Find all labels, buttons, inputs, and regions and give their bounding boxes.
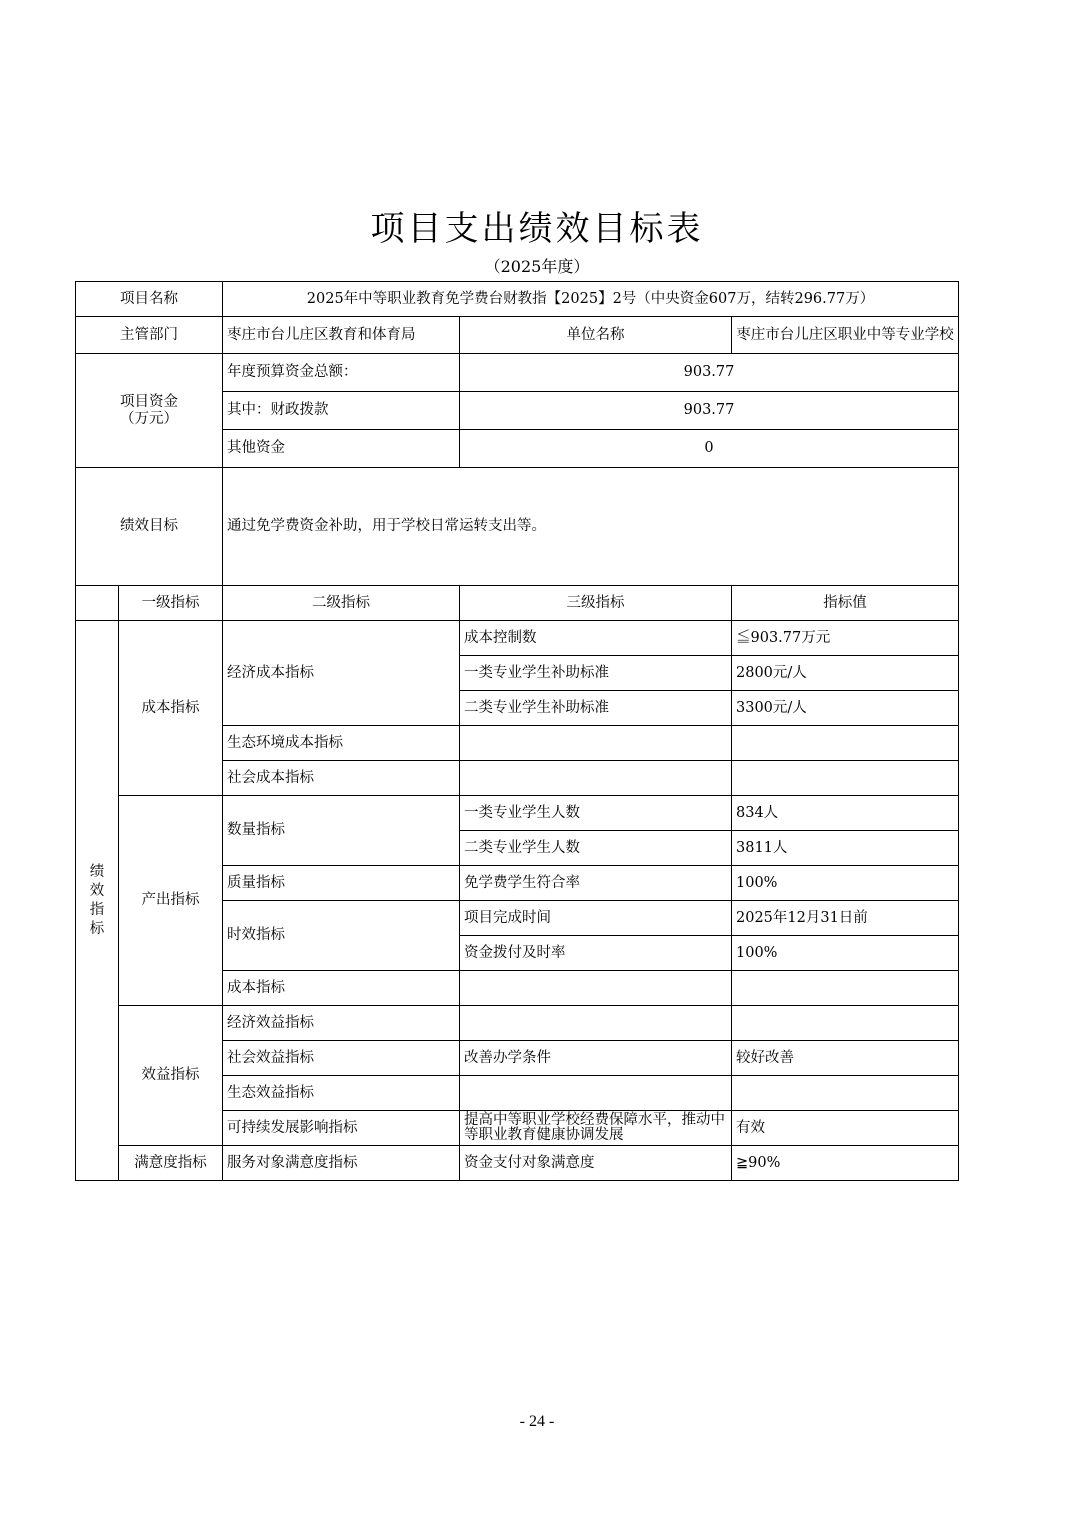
page-title: 项目支出绩效目标表: [370, 209, 704, 249]
funds-total-label: 年度预算资金总额：: [223, 354, 460, 392]
project-name-value: 2025年中等职业教育免学费台财教指【2025】2号（中央资金607万，结转296.77万）: [223, 282, 959, 317]
cost-item-value: ≦903.77万元: [732, 621, 959, 656]
social-item-value: 较好改善: [732, 1041, 959, 1076]
performance-table: [75, 281, 959, 1181]
funds-other-label: 其他资金: [223, 430, 460, 468]
empty-cell: [460, 726, 732, 761]
time-item-value: 100%: [732, 936, 959, 971]
quantity-item-value: 834人: [732, 796, 959, 831]
goal-value: 通过免学费资金补助，用于学校日常运转支出等。: [223, 468, 959, 586]
cost-item-name: 二类专业学生补助标准: [460, 691, 732, 726]
quality-item-value: 100%: [732, 866, 959, 901]
header-value: 指标值: [732, 586, 959, 621]
empty-cell: [732, 1006, 959, 1041]
empty-cell: [460, 971, 732, 1006]
cost-item-name: 一类专业学生补助标准: [460, 656, 732, 691]
output-quality-label: 质量指标: [223, 866, 460, 901]
quality-item-name: 免学费学生符合率: [460, 866, 732, 901]
quantity-item-name: 二类专业学生人数: [460, 831, 732, 866]
empty-cell: [460, 1076, 732, 1111]
benefit-label: 效益指标: [119, 1006, 223, 1146]
output-cost-label: 成本指标: [223, 971, 460, 1006]
satisfaction-item-value: ≧90%: [732, 1146, 959, 1181]
quantity-item-name: 一类专业学生人数: [460, 796, 732, 831]
empty-cell: [460, 1006, 732, 1041]
cost-label: 成本指标: [119, 621, 223, 796]
header-level3: 三级指标: [460, 586, 732, 621]
empty-cell: [732, 971, 959, 1006]
cost-social-label: 社会成本指标: [223, 761, 460, 796]
cost-item-name: 成本控制数: [460, 621, 732, 656]
quantity-item-value: 3811人: [732, 831, 959, 866]
benefit-social-label: 社会效益指标: [223, 1041, 460, 1076]
output-label: 产出指标: [119, 796, 223, 1006]
funds-fiscal-value: 903.77: [460, 392, 959, 430]
output-quantity-label: 数量指标: [223, 796, 460, 866]
funds-other-value: 0: [460, 430, 959, 468]
cost-econ-label: 经济成本指标: [223, 621, 460, 726]
benefit-eco-label: 生态效益指标: [223, 1076, 460, 1111]
project-name-label: 项目名称: [76, 282, 223, 317]
sustain-item-value: 有效: [732, 1111, 959, 1146]
indicator-group-label: [76, 621, 119, 1181]
dept-label: 主管部门: [76, 317, 223, 354]
unit-value: 枣庄市台儿庄区职业中等专业学校: [732, 317, 959, 354]
header-level2: 二级指标: [223, 586, 460, 621]
cost-item-value: 3300元/人: [732, 691, 959, 726]
empty-cell: [460, 761, 732, 796]
page-number: - 24 -: [519, 1413, 555, 1430]
time-item-value: 2025年12月31日前: [732, 901, 959, 936]
funds-label: [76, 354, 223, 468]
benefit-econ-label: 经济效益指标: [223, 1006, 460, 1041]
time-item-name: 资金拨付及时率: [460, 936, 732, 971]
sustain-item-name: 提高中等职业学校经费保障水平，推动中等职业教育健康协调发展: [460, 1111, 732, 1146]
cost-item-value: 2800元/人: [732, 656, 959, 691]
funds-fiscal-label: 其中：财政拨款: [223, 392, 460, 430]
empty-cell: [732, 1076, 959, 1111]
output-time-label: 时效指标: [223, 901, 460, 971]
funds-label-text: 项目资金（万元）: [120, 393, 178, 427]
funds-total-value: 903.77: [460, 354, 959, 392]
dept-value: 枣庄市台儿庄区教育和体育局: [223, 317, 460, 354]
satisfaction-item-name: 资金支付对象满意度: [460, 1146, 732, 1181]
social-item-name: 改善办学条件: [460, 1041, 732, 1076]
satisfaction-label: 满意度指标: [119, 1146, 223, 1181]
unit-label: 单位名称: [460, 317, 732, 354]
benefit-sustain-label: 可持续发展影响指标: [223, 1111, 460, 1146]
header-blank: [76, 586, 119, 621]
satisfaction-sub-label: 服务对象满意度指标: [223, 1146, 460, 1181]
indicator-group-text: 绩效指标: [89, 863, 105, 937]
header-level1: 一级指标: [119, 586, 223, 621]
page-subtitle: （2025年度）: [484, 257, 590, 276]
time-item-name: 项目完成时间: [460, 901, 732, 936]
cost-eco-label: 生态环境成本指标: [223, 726, 460, 761]
goal-label: 绩效目标: [76, 468, 223, 586]
empty-cell: [732, 726, 959, 761]
empty-cell: [732, 761, 959, 796]
